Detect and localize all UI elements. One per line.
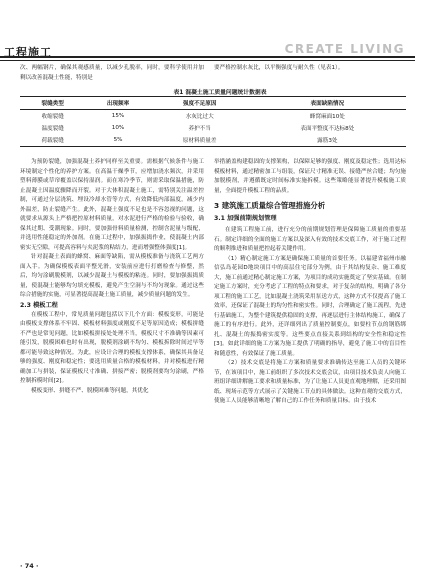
paragraph: 为预防裂缝，加强混凝土养护同样至关重要。需根据气候条件与施工环境制定个性化的养护方案。在高温干燥季节，应增加浇水频次，并采用塑料薄膜或草帘覆盖以保持湿润。而在寒冷季节，则需采取保温措施，防止混凝土因温度骤降而开裂。对于大体积混凝土施工，需特别关注温差控制，可通过分层浇筑、埋设冷却水管等方式，有效降低内部温度，减少内外温差，防止裂缝产生。此外，混凝土强度不足也是不容忽视的问题，这就要求从源头上严格把控原材料质量，对水泥进行严格的检验与验收，确保其过期、受潮现象。同时，要加强骨料质量检测，控制含泥量与级配，并选用性能稳定的外加剂。在施工过程中，加强振捣作业，使混凝土内部密实无空隙，可提高容料与夹泥浆的粘结力，进而增强整体强度[1]。 xyxy=(20,159,204,251)
table-header-cell: 出现频率 xyxy=(106,101,130,107)
subsection-heading: 3.1 加强前期规划管理 xyxy=(214,215,277,222)
table-cell: 原材料质量差 xyxy=(182,138,217,144)
table-cell: 表面平整度不达标8处 xyxy=(300,126,355,132)
top-left-text: 次、两幅钢片，确保其观感质量，以减少孔脱率，同时，要科学使用并加剩以改善混凝土性能，特别是 xyxy=(20,65,204,81)
paragraph: （2）技术交底是将施工方案和质量要求准确传达至施工人员的关键环节，在该项目中，施工前组织了多次技术交底会议，由项目技术负责人向施工班组详细讲解施工要求和质量标准，为了让施工人员更直观地理解，还采用图纸、现场示范等方式展示了关键施工节点的具体做法。这种直观的交底方式，使施工人员能够清晰地了解自己的工作任务和质量目标。由于技术 xyxy=(214,360,406,404)
section-heading: 2.3 模板工程 xyxy=(20,301,58,309)
quality-issues-table xyxy=(20,96,406,147)
paragraph: 针对混凝土表面的蜂窝、麻面等缺陷，需从模板准备与浇筑工艺两方面入手。为确保模板表面平整光滑，安装前应进行打磨检查与修整，然后，均匀涂刷脱模剂，以减少混凝土与模板的粘连。同时，要加强振捣质量，使混凝土能够均匀填充模板，避免产生空洞与不均匀现象。通过这些综合措施的实施，可显著提高混凝土施工质量，减少质量问题的发生。 xyxy=(20,254,204,298)
page-header xyxy=(0,0,427,59)
section-heading: 3 建筑施工质量综合管理措施分析 xyxy=(214,201,326,210)
table-cell: 蜂窝麻面10处 xyxy=(309,114,345,120)
journal-english-name: CREATE LIVING xyxy=(284,42,405,56)
table-header-cell: 表面缺陷情况 xyxy=(310,101,345,107)
table-cell: 15% xyxy=(111,113,125,119)
table-header-row xyxy=(20,97,406,110)
page-number: · 74 · xyxy=(20,562,39,570)
table-row xyxy=(20,134,406,147)
table-header-cell: 裂缝类型 xyxy=(41,101,64,107)
paragraph: （1）精心制定施工方案是确保施工质量的首要任务。以福建省福州市融信弘岛花园D地块项目中的高层住宅部分为例，由于其结构复杂、施工难度大，施工前通过精心制定施工方案，为项目的成功实施奠定了坚实基础。在制定施工方案时，充分考虑了工程的特点和要求，对于复杂的结构，明确了各分项工程的施工工艺，比如混凝土浇筑采用泵送方式，这种方式不仅提高了施工效率，还保证了混凝土的均匀性和密实性。同时，合理确定了施工流程，先进行基础施工，为整个建筑提供稳固的支撑，再逐层进行主体结构施工，确保了施工的有序进行。此外，还详细列出了质量控制要点，如要柱节点的钢筋绑扎、混凝土的振捣密实度等。这些要点直接关系到结构的安全性和稳定性[3]。如此详细的施工方案为施工提供了明确的指导，避免了施工中的盲目性和随意性，有效保证了施工质量。 xyxy=(214,255,406,357)
table-caption: 表1 混凝土施工质量问题统计数据表 xyxy=(173,90,267,96)
header-rule-thin xyxy=(0,60,415,61)
top-right-text: 要严格控制水灰比，以平衡强度与耐久性（见表1）。 xyxy=(214,65,344,71)
table-header-cell: 强度不足原因 xyxy=(182,101,217,107)
right-column xyxy=(214,158,406,407)
table-cell: 收缩裂缝 xyxy=(41,114,64,120)
table-cell: 露筋3处 xyxy=(317,138,338,144)
table-cell: 5% xyxy=(113,137,123,143)
header-rule xyxy=(0,56,415,58)
table-cell: 10% xyxy=(111,125,125,131)
table-row xyxy=(20,110,406,123)
journal-name: 工程施工 xyxy=(4,46,52,59)
table-cell: 温度裂缝 xyxy=(41,126,64,132)
left-column xyxy=(20,158,204,396)
paragraph: 模板变形、拼缝不严、脱模困难等问题，其优化 xyxy=(31,387,149,394)
paragraph: 在建筑工程施工前，进行充分的前期规划管理是保障施工质量的重要基石。制定详细的全面的施工方案以及深入有效的技术交底工作，对于施工过程的顺利推进和质量把控起着关键作用。 xyxy=(214,227,406,252)
paragraph: 在模板工程中，常见质量问题包括以下几个方面：模板变形，可能是由模板支撑体系不牢固、模板材料强度或刚度不足等原因造成；模板拼缝不严也是常见问题，比如模板拼接处处理不当，模板尺寸不准确等因素可能引发，脱模困难也时有出现，脱模剂涂刷不均匀、模板拆除时间过早等都可能导致这种情况。为此，应设计合理的模板支撑体系，确保其具备足够的强度、刚度和稳定性；要选用质量合格的模板材料，并对模板进行精确加工与拼装，保证模板尺寸准确、拼接严密；脱模剂要均匀涂刷，严格控制拆模时间[2]。 xyxy=(20,311,204,384)
table-row xyxy=(20,122,406,134)
table-cell: 荷载裂缝 xyxy=(41,138,64,144)
paragraph: 举措涵盖构建稳固的支撑架构，以保障足够的强度、刚度及稳定性；选用达标模板材料，通过精密加工与组装，保证尺寸精准无误、接缝严丝合缝；均匀施加脱模剂，并遵循既定时间标准实施拆模。这些策略能显著提升模板施工质量，全面提升模板工程的品质。 xyxy=(214,159,406,194)
table-cell: 水灰比过大 xyxy=(185,114,214,120)
table-cell: 养护不当 xyxy=(188,126,211,132)
